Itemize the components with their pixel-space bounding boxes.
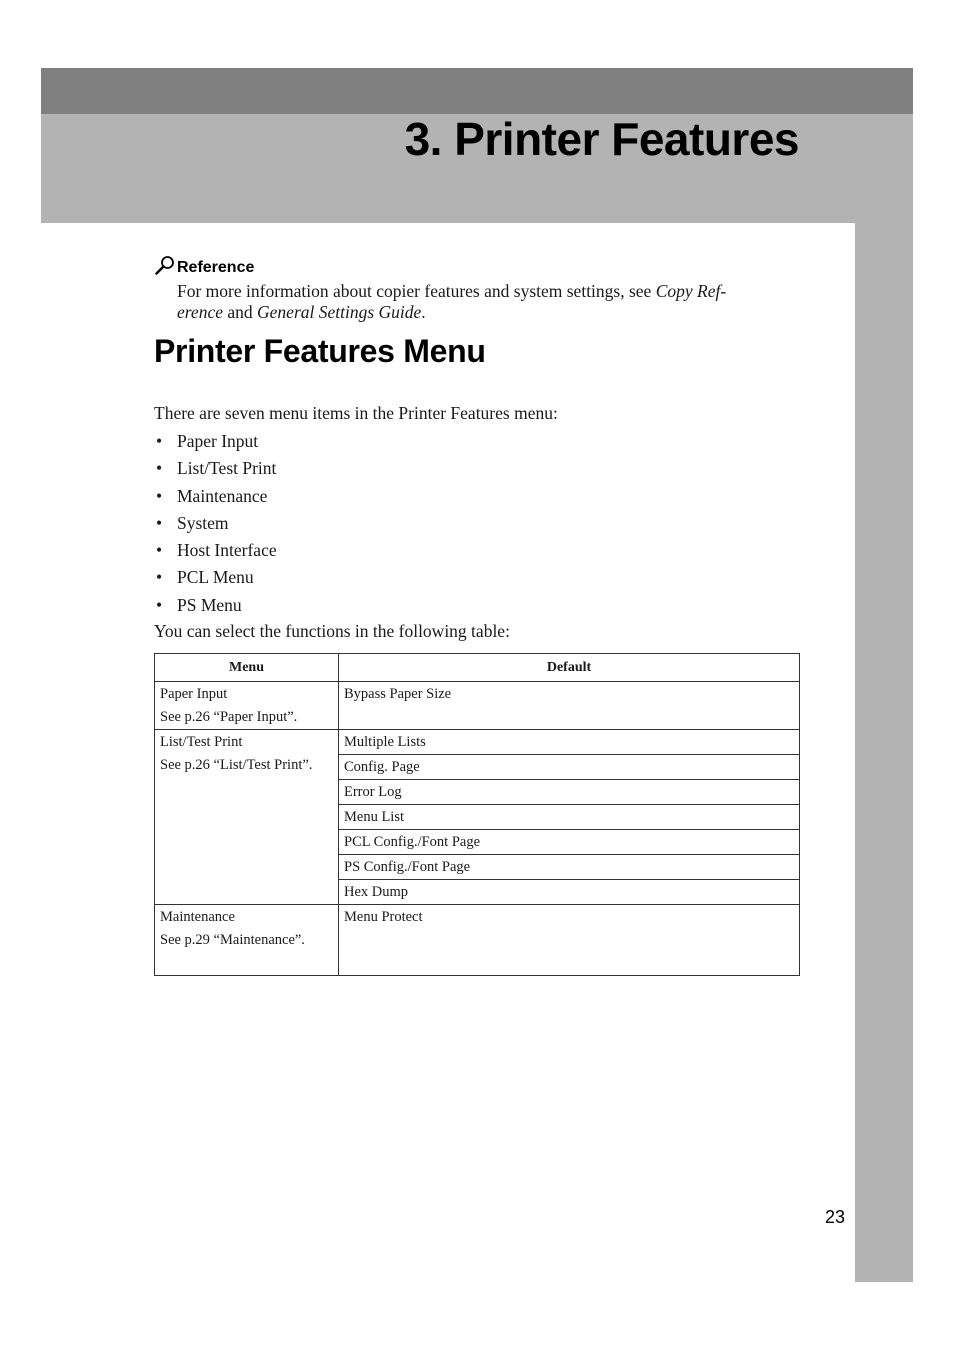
- table-row: [155, 682, 800, 730]
- page-number: 23: [824, 1207, 845, 1227]
- magnifier-icon: [154, 255, 176, 277]
- section-outro: You can select the functions in the following table:: [154, 621, 510, 641]
- menu-name: List/Test Print: [160, 734, 243, 750]
- menu-cell-list-test-print: [155, 730, 339, 905]
- table-row: [155, 730, 800, 755]
- bullet-icon: •: [156, 567, 163, 588]
- default-cell: Hex Dump: [339, 880, 800, 905]
- table-header-row: [155, 654, 800, 682]
- bullet-icon: •: [156, 512, 163, 533]
- header-menu: Menu: [155, 654, 339, 682]
- table-row: [155, 905, 800, 976]
- list-item-label: Host Interface: [177, 540, 277, 561]
- header-default: Default: [339, 654, 800, 682]
- reference-heading: [154, 255, 254, 277]
- copy-reference-title-cont: erence: [177, 302, 223, 322]
- list-item-label: PCL Menu: [177, 567, 254, 588]
- reference-text-lead: For more information about copier features and system settings, see: [177, 281, 656, 301]
- menu-cell-maintenance: [155, 905, 339, 976]
- default-cell: Error Log: [339, 780, 800, 805]
- menu-see-ref: See p.29 “Maintenance”.: [160, 932, 305, 948]
- general-settings-guide-title: General Settings Guide: [257, 302, 422, 322]
- bullet-icon: •: [156, 540, 163, 561]
- bullet-icon: •: [156, 458, 163, 479]
- list-item-label: List/Test Print: [177, 458, 277, 479]
- list-item: [154, 457, 277, 484]
- menu-items-list: [154, 430, 277, 621]
- list-item-label: Paper Input: [177, 431, 259, 451]
- menu-see-ref: See p.26 “Paper Input”.: [160, 709, 298, 725]
- list-item: [154, 430, 277, 457]
- list-item-label: PS Menu: [177, 594, 242, 615]
- bullet-icon: •: [156, 485, 163, 506]
- list-item: [154, 594, 277, 621]
- default-cell: Config. Page: [339, 755, 800, 780]
- default-cell: Multiple Lists: [339, 730, 800, 755]
- list-item-label: Maintenance: [177, 485, 268, 506]
- menu-cell-paper-input: [155, 682, 339, 730]
- list-item: [154, 539, 277, 566]
- bullet-icon: •: [156, 594, 163, 615]
- side-band: [855, 223, 913, 1282]
- section-intro: There are seven menu items in the Printer Features menu:: [154, 403, 558, 423]
- reference-text: [177, 281, 802, 323]
- reference-period: .: [421, 302, 426, 322]
- list-item: [154, 566, 277, 593]
- reference-and: and: [222, 302, 258, 322]
- header-top-band: [41, 68, 913, 114]
- default-cell: Menu Protect: [339, 905, 800, 976]
- functions-table: [154, 653, 800, 976]
- bullet-icon: •: [156, 431, 163, 451]
- list-item-label: System: [177, 512, 229, 533]
- reference-label: Reference: [177, 259, 255, 276]
- chapter-title: 3. Printer Features: [404, 113, 799, 165]
- section-title: Printer Features Menu: [154, 333, 486, 369]
- list-item: [154, 485, 277, 512]
- default-cell: PCL Config./Font Page: [339, 830, 800, 855]
- menu-name: Paper Input: [160, 686, 228, 702]
- copy-reference-title: Copy Ref-: [655, 281, 727, 301]
- default-cell: PS Config./Font Page: [339, 855, 800, 880]
- menu-see-ref: See p.26 “List/Test Print”.: [160, 757, 313, 773]
- menu-name: Maintenance: [160, 909, 235, 925]
- default-cell: Bypass Paper Size: [339, 682, 800, 730]
- list-item: [154, 512, 277, 539]
- default-cell: Menu List: [339, 805, 800, 830]
